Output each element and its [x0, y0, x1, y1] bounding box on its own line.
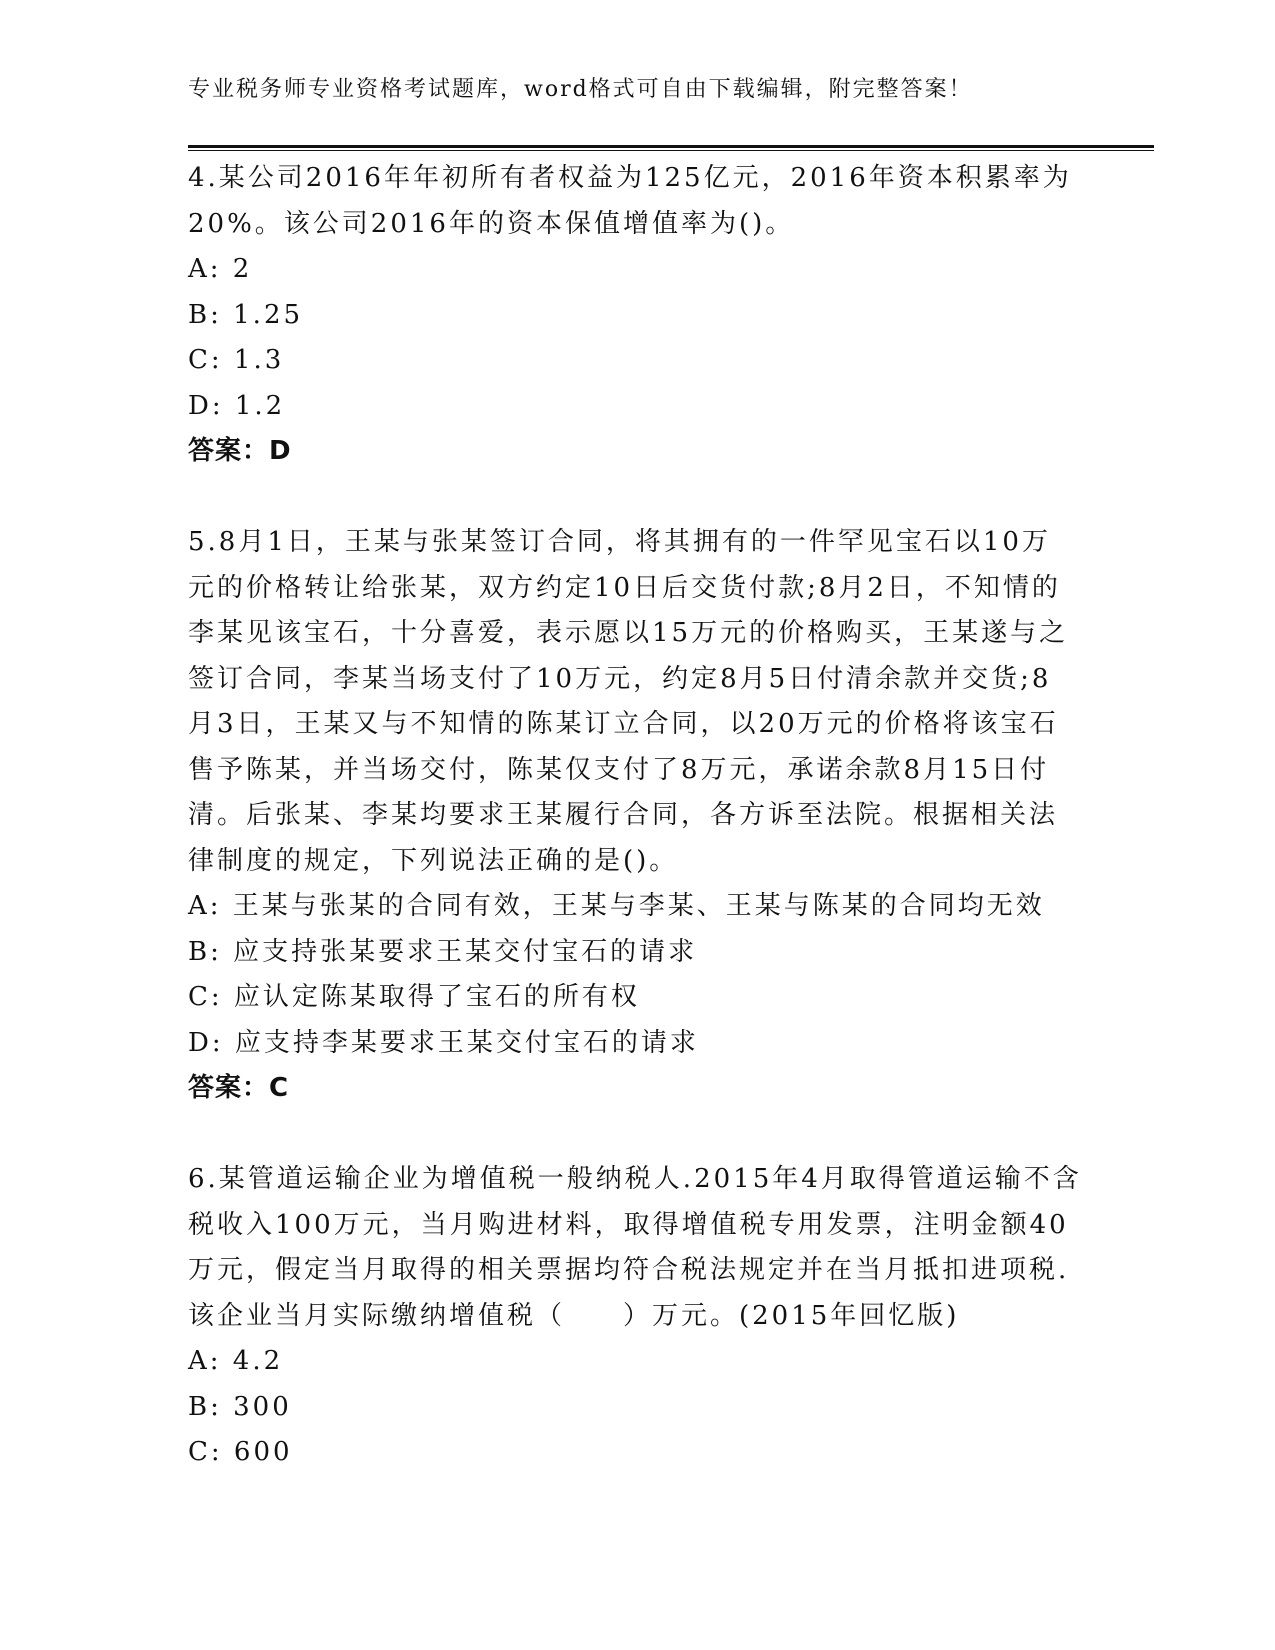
question-text-line: 6.某管道运输企业为增值税一般纳税人.2015年4月取得管道运输不含 [188, 1164, 1082, 1194]
question-list [188, 156, 1088, 1476]
option-a: A: 2 [188, 254, 253, 284]
question-text-line: 税收入100万元，当月购进材料，取得增值税专用发票，注明金额40 [188, 1209, 1069, 1240]
question-text-line: 4.某公司2016年年初所有者权益为125亿元，2016年资本积累率为 [188, 163, 1072, 193]
question-text-line: 该企业当月实际缴纳增值税（ ）万元。(2015年回忆版) [188, 1300, 960, 1331]
question-text-line: 5.8月1日，王某与张某签订合同，将其拥有的一件罕见宝石以10万 [188, 527, 1051, 557]
answer-label: 答案：D [188, 436, 292, 466]
question-text-line: 万元，假定当月取得的相关票据均符合税法规定并在当月抵扣进项税. [188, 1255, 1070, 1285]
question-6 [188, 1157, 1088, 1476]
question-text-line: 元的价格转让给张某，双方约定10日后交货付款;8月2日，不知情的 [188, 572, 1061, 603]
option-a: A: 4.2 [188, 1346, 284, 1376]
page-header: 专业税务师专业资格考试题库，word格式可自由下载编辑，附完整答案！ [188, 77, 973, 102]
header-rule [188, 145, 1154, 148]
question-text-line: 清。后张某、李某均要求王某履行合同，各方诉至法院。根据相关法 [188, 800, 1059, 830]
question-text-line: 月3日，王某又与不知情的陈某订立合同，以20万元的价格将该宝石 [188, 709, 1059, 739]
question-text-line: 李某见该宝石，十分喜爱，表示愿以15万元的价格购买，王某遂与之 [188, 618, 1069, 648]
option-c: C: 600 [188, 1437, 293, 1467]
header-rule-thin [188, 150, 1154, 151]
option-b: B: 应支持张某要求王某交付宝石的请求 [188, 936, 698, 967]
option-b: B: 1.25 [188, 299, 304, 330]
answer-label: 答案：C [188, 1073, 290, 1103]
option-d: D: 1.2 [188, 390, 286, 421]
option-b: B: 300 [188, 1391, 292, 1422]
question-text-line: 售予陈某，并当场交付，陈某仅支付了8万元，承诺余款8月15日付 [188, 754, 1050, 785]
option-d: D: 应支持李某要求王某交付宝石的请求 [188, 1027, 699, 1058]
option-a: A: 王某与张某的合同有效，王某与李某、王某与陈某的合同均无效 [188, 891, 1045, 921]
option-c: C: 1.3 [188, 345, 285, 375]
option-c: C: 应认定陈某取得了宝石的所有权 [188, 982, 640, 1012]
spacer [188, 475, 1088, 521]
question-5 [188, 520, 1088, 1112]
spacer [188, 1112, 1088, 1158]
question-text-line: 20%。该公司2016年的资本保值增值率为()。 [188, 208, 795, 239]
question-text-line: 律制度的规定，下列说法正确的是()。 [188, 845, 679, 876]
question-text-line: 签订合同，李某当场支付了10万元，约定8月5日付清余款并交货;8 [188, 663, 1052, 694]
question-4 [188, 156, 1088, 475]
